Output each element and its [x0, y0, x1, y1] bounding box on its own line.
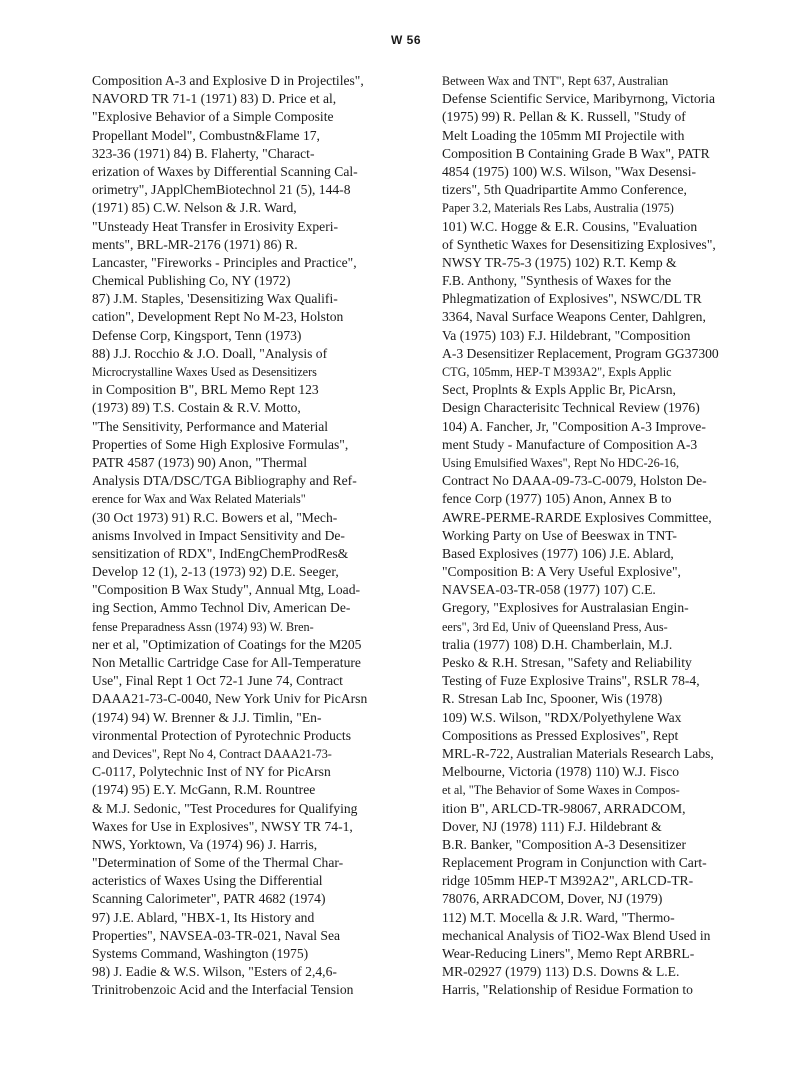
text-line: Lancaster, "Fireworks - Principles and Practice",	[92, 254, 357, 270]
text-line: Pesko & R.H. Stresan, "Safety and Reliability	[442, 655, 692, 670]
text-line: Va (1975) 103) F.J. Hildebrant, "Composition	[442, 327, 691, 343]
text-line: acteristics of Waxes Using the Differential	[92, 873, 323, 889]
text-line: 78076, ARRADCOM, Dover, NJ (1979)	[442, 891, 663, 907]
text-line: 109) W.S. Wilson, "RDX/Polyethylene Wax	[442, 709, 682, 725]
text-line: Based Explosives (1977) 106) J.E. Ablard,	[442, 545, 674, 561]
text-line: Dover, NJ (1978) 111) F.J. Hildebrant &	[442, 818, 662, 834]
text-line: Harris, "Relationship of Residue Formation to	[442, 982, 693, 998]
text-line: F.B. Anthony, "Synthesis of Waxes for the	[442, 273, 672, 289]
text-line: anisms Involved in Impact Sensitivity and De-	[92, 527, 345, 543]
text-line: et al, "The Behavior of Some Waxes in Compos-	[442, 783, 680, 798]
text-line: NAVORD TR 71-1 (1971) 83) D. Price et al,	[92, 91, 337, 107]
text-line: vironmental Protection of Pyrotechnic Products	[92, 727, 351, 743]
text-line: ments", BRL-MR-2176 (1971) 86) R.	[92, 236, 298, 252]
text-line: sensitization of RDX", IndEngChemProdRes&	[92, 545, 349, 561]
text-line: (1973) 89) T.S. Costain & R.V. Motto,	[92, 400, 301, 416]
text-line: orimetry", JApplChemBiotechnol 21 (5), 144-8	[92, 182, 351, 198]
text-line: Use", Final Rept 1 Oct 72-1 June 74, Contract	[92, 673, 343, 689]
text-line: 98) J. Eadie & W.S. Wilson, "Esters of 2,4,6-	[92, 964, 337, 980]
text-line: Defense Corp, Kingsport, Tenn (1973)	[92, 327, 302, 343]
text-line: 112) M.T. Mocella & J.R. Ward, "Thermo-	[442, 909, 675, 925]
text-line: A-3 Desensitizer Replacement, Program GG37300	[442, 345, 719, 361]
text-line: Contract No DAAA-09-73-C-0079, Holston De-	[442, 473, 707, 489]
text-line: Compositions as Pressed Explosives", Rept	[442, 727, 679, 743]
text-line: "The Sensitivity, Performance and Material	[92, 418, 329, 434]
text-line: Microcrystalline Waxes Used as Desensitizers	[92, 365, 317, 379]
text-line: Analysis DTA/DSC/TGA Bibliography and Ref-	[92, 473, 357, 489]
text-line: of Synthetic Waxes for Desensitizing Explosives",	[442, 236, 716, 252]
text-line: Composition B Containing Grade B Wax", PATR	[442, 145, 710, 161]
text-line: 323-36 (1971) 84) B. Flaherty, "Charact-	[92, 145, 315, 161]
text-line: AWRE-PERME-RARDE Explosives Committee,	[442, 509, 712, 525]
text-line: 97) J.E. Ablard, "HBX-1, Its History and	[92, 909, 315, 925]
text-line: tizers", 5th Quadripartite Ammo Conference,	[442, 182, 687, 198]
text-line: Melbourne, Victoria (1978) 110) W.J. Fisco	[442, 764, 680, 780]
text-line: Systems Command, Washington (1975)	[92, 946, 309, 961]
text-line: (30 Oct 1973) 91) R.C. Bowers et al, "Mech-	[92, 509, 338, 525]
text-line: MRL-R-722, Australian Materials Research Labs,	[442, 745, 714, 761]
text-line: in Composition B", BRL Memo Rept 123	[92, 382, 319, 398]
text-line: 88) J.J. Rocchio & J.O. Doall, "Analysis of	[92, 345, 328, 361]
text-line: fense Preparadness Assn (1974) 93) W. Bren-	[92, 619, 314, 634]
text-line: "Explosive Behavior of a Simple Composite	[92, 109, 334, 125]
text-line: "Determination of Some of the Thermal Char-	[92, 855, 344, 871]
text-line: NWSY TR-75-3 (1975) 102) R.T. Kemp &	[442, 254, 677, 270]
text-line: "Composition B Wax Study", Annual Mtg, Load-	[92, 582, 361, 598]
text-line: Non Metallic Cartridge Case for All-Temperature	[92, 655, 361, 670]
text-line: (1974) 94) W. Brenner & J.J. Timlin, "En-	[92, 709, 322, 725]
text-line: 104) A. Fancher, Jr, "Composition A-3 Improve-	[442, 418, 706, 434]
text-line: & M.J. Sedonic, "Test Procedures for Qualifying	[92, 800, 358, 816]
text-line: Composition A-3 and Explosive D in Projectiles",	[92, 73, 364, 88]
text-line: Develop 12 (1), 2-13 (1973) 92) D.E. Seeger,	[92, 564, 339, 580]
text-line: DAAA21-73-C-0040, New York Univ for PicArsn	[92, 691, 368, 707]
text-line: ing Section, Ammo Technol Div, American De-	[92, 600, 351, 616]
text-line: ner et al, "Optimization of Coatings for the M205	[92, 636, 362, 652]
text-line: 4854 (1975) 100) W.S. Wilson, "Wax Desensi-	[442, 163, 696, 179]
text-line: Working Party on Use of Beeswax in TNT-	[442, 527, 677, 543]
text-line: Gregory, "Explosives for Australasian Engin-	[442, 600, 689, 616]
text-line: cation", Development Rept No M-23, Holston	[92, 309, 344, 325]
text-line: (1975) 99) R. Pellan & K. Russell, "Study of	[442, 109, 686, 125]
text-line: Wear-Reducing Liners", Memo Rept ARBRL-	[442, 946, 695, 961]
text-line: MR-02927 (1979) 113) D.S. Downs & L.E.	[442, 964, 680, 980]
text-line: ment Study - Manufacture of Composition A-3	[442, 436, 698, 452]
text-line: PATR 4587 (1973) 90) Anon, "Thermal	[92, 454, 307, 470]
text-line: Chemical Publishing Co, NY (1972)	[92, 273, 291, 289]
text-line: Using Emulsified Waxes", Rept No HDC-26-16,	[442, 455, 680, 470]
text-line: (1971) 85) C.W. Nelson & J.R. Ward,	[92, 200, 297, 216]
text-line: erence for Wax and Wax Related Materials"	[92, 492, 306, 507]
text-line: "Composition B: A Very Useful Explosive",	[442, 564, 681, 580]
text-line: ition B", ARLCD-TR-98067, ARRADCOM,	[442, 800, 686, 816]
text-line: (1974) 95) E.Y. McGann, R.M. Rountree	[92, 782, 316, 798]
text-line: Testing of Fuze Explosive Trains", RSLR 78-4,	[442, 673, 700, 689]
text-line: 87) J.M. Staples, 'Desensitizing Wax Qualifi-	[92, 291, 338, 307]
text-line: Waxes for Use in Explosives", NWSY TR 74-1,	[92, 818, 353, 834]
text-line: eers", 3rd Ed, Univ of Queensland Press, Aus-	[442, 619, 668, 634]
text-line: Propellant Model", Combustn&Flame 17,	[92, 127, 320, 143]
text-line: NAVSEA-03-TR-058 (1977) 107) C.E.	[442, 582, 656, 598]
text-line: Design Characterisitc Technical Review (1976)	[442, 400, 700, 416]
text-line: tralia (1977) 108) D.H. Chamberlain, M.J.	[442, 636, 673, 652]
text-line: C-0117, Polytechnic Inst of NY for PicArsn	[92, 764, 331, 780]
left-column	[92, 72, 392, 1000]
text-line: CTG, 105mm, HEP-T M393A2", Expls Applic	[442, 365, 672, 379]
right-column	[442, 72, 742, 1000]
text-line: Defense Scientific Service, Maribyrnong, Victoria	[442, 91, 715, 107]
text-line: Properties of Some High Explosive Formulas",	[92, 436, 349, 452]
text-line: 3364, Naval Surface Weapons Center, Dahlgren,	[442, 309, 706, 325]
text-line: Paper 3.2, Materials Res Labs, Australia (1975)	[442, 201, 674, 216]
text-line: Phlegmatization of Explosives", NSWC/DL TR	[442, 291, 702, 307]
text-line: R. Stresan Lab Inc, Spooner, Wis (1978)	[442, 691, 663, 707]
text-line: Properties", NAVSEA-03-TR-021, Naval Sea	[92, 927, 341, 943]
text-line: Between Wax and TNT", Rept 637, Australian	[442, 74, 669, 88]
text-line: B.R. Banker, "Composition A-3 Desensitizer	[442, 836, 687, 852]
text-line: Scanning Calorimeter", PATR 4682 (1974)	[92, 891, 326, 907]
text-line: fence Corp (1977) 105) Anon, Annex B to	[442, 491, 672, 507]
text-line: Melt Loading the 105mm MI Projectile with	[442, 127, 685, 143]
text-line: mechanical Analysis of TiO2-Wax Blend Used in	[442, 927, 711, 943]
text-line: ridge 105mm HEP-T M392A2", ARLCD-TR-	[442, 873, 694, 889]
text-line: Trinitrobenzoic Acid and the Interfacial Tension	[92, 982, 354, 998]
text-line: and Devices", Rept No 4, Contract DAAA21-73-	[92, 746, 332, 761]
text-line: Sect, Proplnts & Expls Applic Br, PicArsn,	[442, 382, 676, 398]
text-line: Replacement Program in Conjunction with Cart-	[442, 855, 707, 871]
text-line: NWS, Yorktown, Va (1974) 96) J. Harris,	[92, 836, 318, 852]
text-line: 101) W.C. Hogge & E.R. Cousins, "Evaluation	[442, 218, 698, 234]
page-header: W 56	[390, 33, 421, 47]
text-line: "Unsteady Heat Transfer in Erosivity Experi-	[92, 218, 339, 234]
text-line: erization of Waxes by Differential Scanning Cal-	[92, 163, 358, 179]
